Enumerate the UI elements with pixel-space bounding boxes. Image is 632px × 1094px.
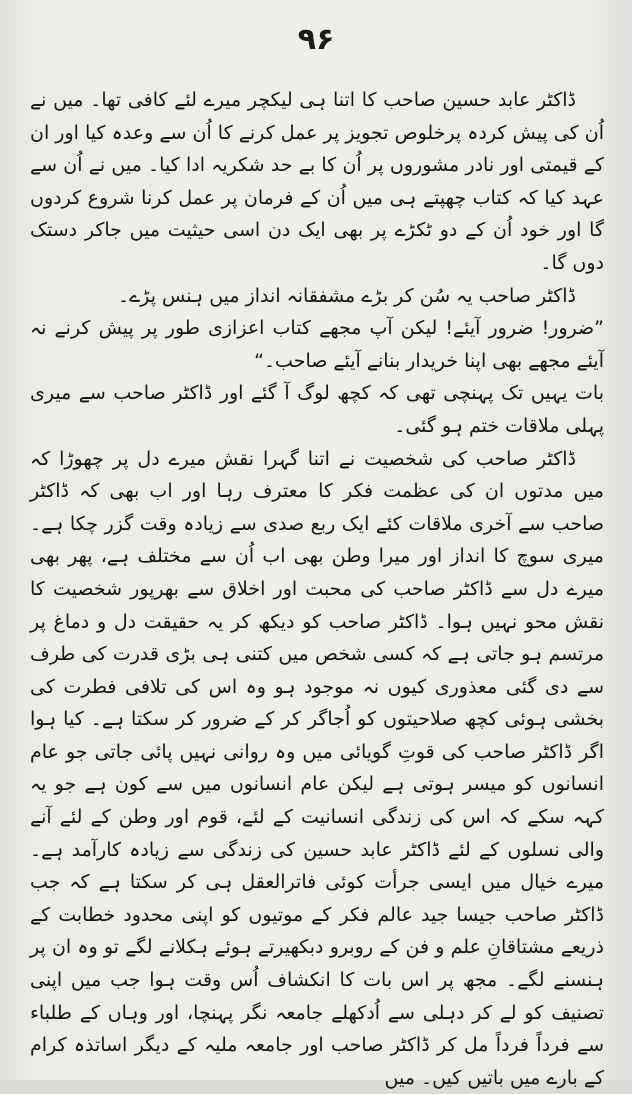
page-text (30, 84, 604, 1089)
paragraph-3-quote: ”ضرور! ضرور آیئے! لیکن آپ مجھے کتاب اعزازی طور پر پیش کرنے نہ آیئے مجھے بھی اپنا خریدار بنانے آیئے صاحب۔“ (30, 317, 604, 372)
paragraph-2: ڈاکٹر صاحب یہ سُن کر بڑے مشفقانہ انداز میں ہنس پڑے۔ (117, 284, 576, 307)
page-number: ۹۶ (297, 22, 335, 57)
paragraph-1: ڈاکٹر عابد حسین صاحب کا اتنا ہی لیکچر میرے لئے کافی تھا۔ میں نے اُن کی پیش کردہ پرخلوص تجویز پر عمل کرنے کا اُن سے وعدہ کیا اور ان کے قیمتی اور نادر مشوروں پر اُن کا بے حد شکریہ ادا کیا۔ میں نے اُن سے عہد کیا کہ کتاب چھپتے ہی میں اُن کے فرمان پر عمل کرنا شروع کردوں گا اور خود اُن کے دو ٹکڑے پر بھی ایک دن اسی حیثیت میں جاکر دستک دوں گا۔ (30, 89, 604, 274)
paragraph-4: بات یہیں تک پہنچی تھی کہ کچھ لوگ آ گئے اور ڈاکٹر صاحب سے میری پہلی ملاقات ختم ہو گئی۔ (30, 382, 604, 437)
paragraph-5: ڈاکٹر صاحب کی شخصیت نے اتنا گہرا نقش میرے دل پر چھوڑا کہ میں مدتوں ان کی عظمت فکر کا معترف رہا اور اب بھی کہ ڈاکٹر صاحب سے آخری ملاقات کئے ایک ربع صدی سے زیادہ وقت گزر چکا ہے۔ میری سوچ کا انداز اور میرا وطن بھی اب اُن سے مختلف ہے، پھر بھی میرے دل سے ڈاکٹر صاحب کی محبت اور اخلاق سے بھرپور شخصیت کا نقش محو نہیں ہوا۔ ڈاکٹر صاحب کو دیکھ کر یہ حقیقت دل و دماغ پر مرتسم ہو جاتی ہے کہ کسی شخص میں کتنی ہی بڑی قدرت کی طرف سے دی گئی معذوری کیوں نہ موجود ہو وہ اس کی تلافی فطرت کی بخشی ہوئی کچھ صلاحیتوں کو اُجاگر کر کے ضرور کر سکتا ہے۔ کیا ہوا اگر ڈاکٹر صاحب کی قوتِ گویائی میں وہ روانی نہیں پائی جاتی جو عام انسانوں کو میسر ہوتی ہے لیکن عام انسانوں میں سے کون ہے جو یہ کہہ سکے کہ اس کی زندگی انسانیت کے لئے، قوم اور وطن کے لئے آنے والی نسلوں کے لئے ڈاکٹر عابد حسین کی زندگی سے زیادہ کارآمد ہے۔ میرے خیال میں ایسی جرأت کوئی فاترالعقل ہی کر سکتا ہے کہ جب ڈاکٹر صاحب جیسا جید عالم فکر کے موتیوں کو اپنی محدود خطابت کے ذریعے مشتاقانِ علم و فن کے روبرو دبکھیرتے ہوئے ہکلانے لگے تو وہ ان پر ہنسنے لگے۔ مجھ پر اس بات کا انکشاف اُس وقت ہوا جب میں اپنی تصنیف کو لے کر دہلی سے اُدکھلے جامعہ نگر پہنچا، اور وہاں کے طلباء سے فرداً فرداً مل کر ڈاکٹر صاحب اور جامعہ ملیہ کے دیگر اساتذہ کرام کے بارے میں باتیں کیں۔ میں (30, 447, 604, 1089)
